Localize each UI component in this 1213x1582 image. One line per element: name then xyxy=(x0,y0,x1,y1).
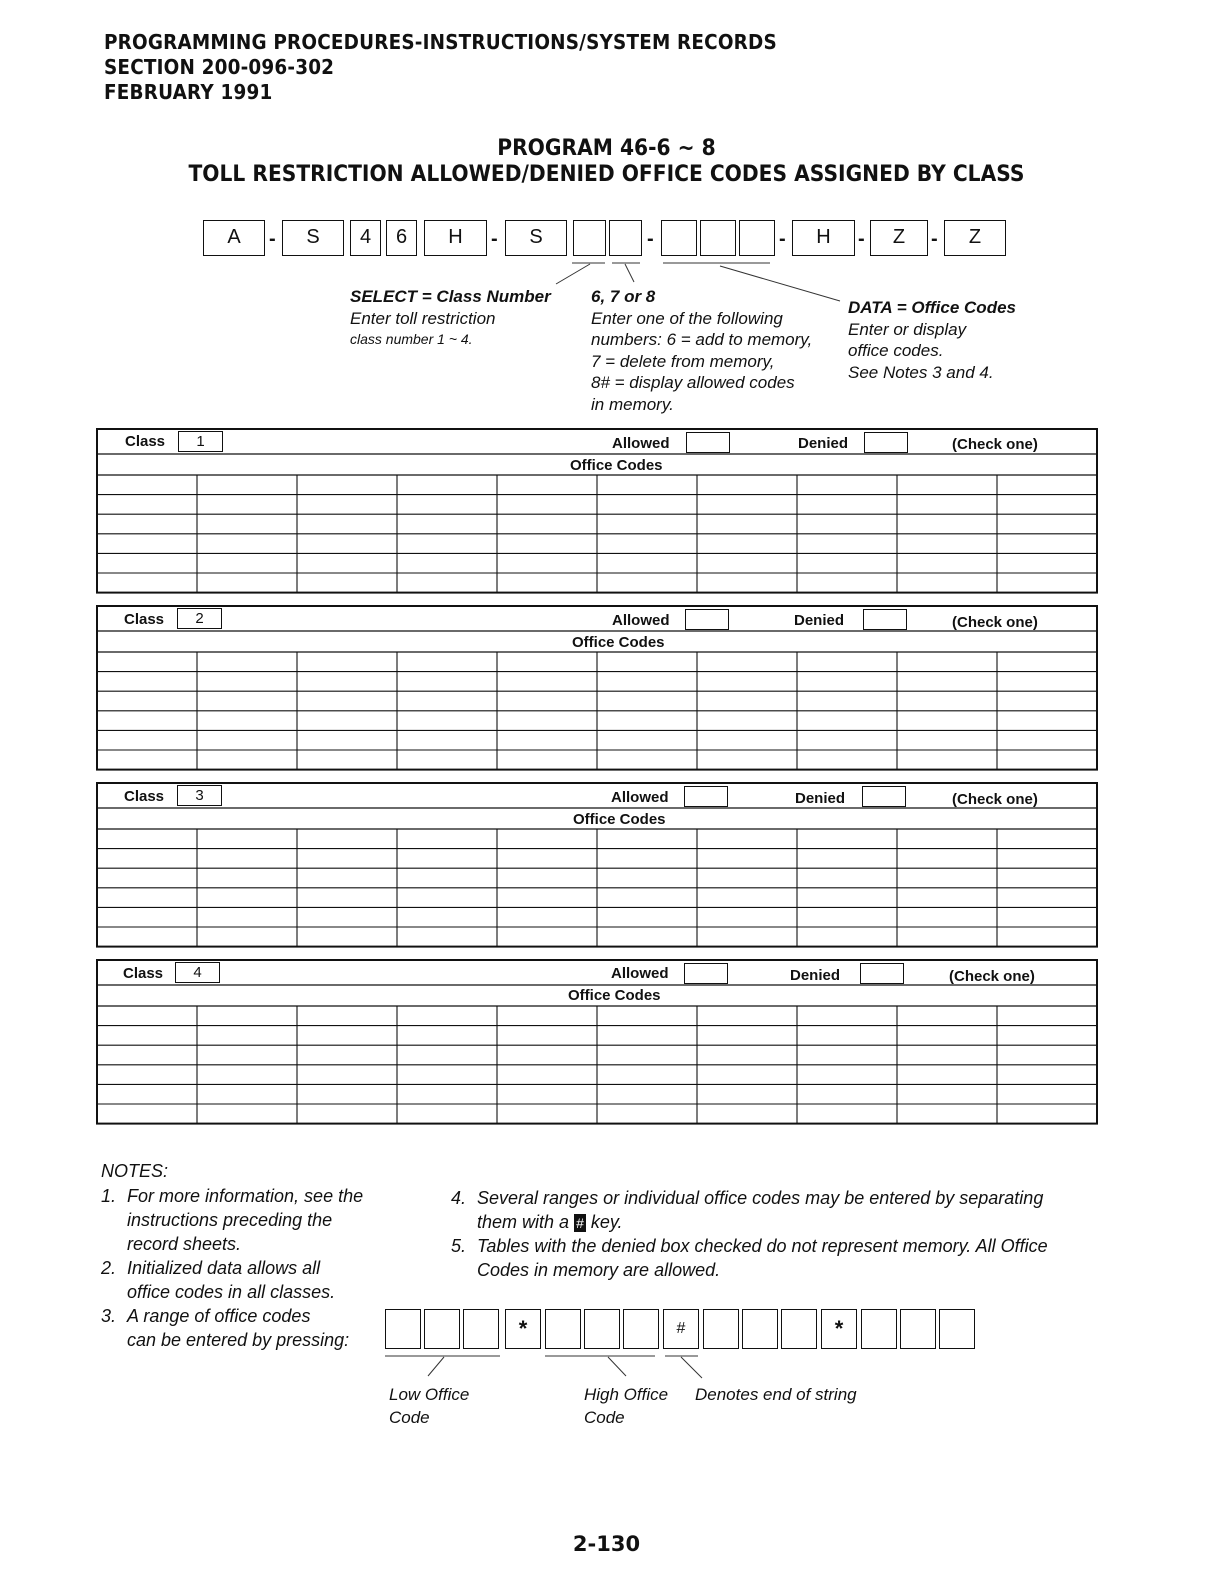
class-label: Class xyxy=(125,433,166,450)
key-box: H xyxy=(792,220,855,256)
range-key-box: # xyxy=(663,1309,699,1349)
note-5-line-2: Codes in memory are allowed. xyxy=(477,1260,721,1280)
low-office-code-label xyxy=(389,1383,469,1429)
office-codes-header: Office Codes xyxy=(568,987,661,1004)
class-label: Class xyxy=(123,965,164,982)
high-office-code-label xyxy=(584,1383,668,1429)
range-key-box xyxy=(861,1309,897,1349)
note-4-line-2 xyxy=(477,1210,623,1234)
range-key-box xyxy=(900,1309,936,1349)
note-2-line-2: office codes in all classes. xyxy=(127,1282,336,1302)
range-key-box xyxy=(703,1309,739,1349)
range-key-box xyxy=(584,1309,620,1349)
class-number-box: 3 xyxy=(177,785,222,806)
note-3-number: 3. xyxy=(101,1306,117,1326)
check-one-label: (Check one) xyxy=(952,791,1038,808)
page-number: 2-130 xyxy=(572,1532,641,1556)
key-box: H xyxy=(424,220,487,256)
header-line-3: FEBRUARY 1991 xyxy=(104,80,273,104)
function-line-3: 7 = delete from memory, xyxy=(591,351,775,371)
function-line-5: in memory. xyxy=(591,394,674,414)
key-box: Z xyxy=(944,220,1006,256)
check-one-label: (Check one) xyxy=(952,436,1038,453)
key-box: 4 xyxy=(350,220,381,256)
range-key-box xyxy=(623,1309,659,1349)
key-box: S xyxy=(282,220,344,256)
header-line-1: PROGRAMMING PROCEDURES-INSTRUCTIONS/SYSTEM RECORDS xyxy=(104,30,777,54)
note-4-line-2-start: them with a xyxy=(477,1212,570,1232)
class-number-box: 4 xyxy=(175,962,220,983)
note-1-number: 1. xyxy=(101,1186,117,1206)
note-3-line-1: A range of office codes xyxy=(127,1306,311,1326)
allowed-label: Allowed xyxy=(611,789,669,806)
class-label: Class xyxy=(124,788,165,805)
note-4-line-2-end: key. xyxy=(590,1212,623,1232)
office-codes-header: Office Codes xyxy=(573,811,666,828)
class-label: Class xyxy=(124,611,165,628)
range-key-box xyxy=(463,1309,499,1349)
high-office-line-2: Code xyxy=(584,1408,625,1427)
denied-label: Denied xyxy=(795,790,846,807)
note-3-line-2: can be entered by pressing: xyxy=(127,1330,350,1350)
low-office-line-2: Code xyxy=(389,1408,430,1427)
data-line-1: Enter or display xyxy=(848,319,967,339)
key-dash: - xyxy=(269,228,276,250)
range-key-box: * xyxy=(505,1309,541,1349)
note-4-line-1: Several ranges or individual office codes may be entered by separating xyxy=(477,1188,1044,1208)
hash-key-icon: # xyxy=(576,1215,584,1231)
key-dash: - xyxy=(779,228,786,250)
allowed-label: Allowed xyxy=(612,612,670,629)
note-1-line-1: For more information, see the xyxy=(127,1186,364,1206)
range-key-box xyxy=(424,1309,460,1349)
key-dash: - xyxy=(647,228,654,250)
class-number-box: 2 xyxy=(177,608,222,629)
function-line-4: 8# = display allowed codes xyxy=(591,373,795,392)
data-line-2: office codes. xyxy=(848,341,944,360)
class-number-box: 1 xyxy=(178,431,223,452)
range-key-box xyxy=(385,1309,421,1349)
key-dash: - xyxy=(491,228,498,250)
header-line-2: SECTION 200-096-302 xyxy=(104,55,335,79)
select-line-1: Enter toll restriction xyxy=(350,308,496,328)
allowed-label: Allowed xyxy=(611,965,669,982)
range-key-box xyxy=(781,1309,817,1349)
select-line-2: class number 1 ~ 4. xyxy=(350,331,473,347)
note-2-number: 2. xyxy=(101,1258,117,1278)
range-key-box xyxy=(545,1309,581,1349)
key-box: 6 xyxy=(386,220,417,256)
function-line-1: Enter one of the following xyxy=(591,308,783,328)
note-4-number: 4. xyxy=(451,1188,467,1208)
denied-label: Denied xyxy=(798,435,849,452)
check-one-label: (Check one) xyxy=(952,614,1038,631)
notes-heading: NOTES: xyxy=(101,1161,169,1181)
select-title: SELECT = Class Number xyxy=(350,287,551,306)
key-dash: - xyxy=(858,228,865,250)
note-2-line-1: Initialized data allows all xyxy=(127,1258,321,1278)
denied-label: Denied xyxy=(794,612,845,629)
key-box: S xyxy=(505,220,567,256)
program-title: PROGRAM 46-6 ~ 8 xyxy=(497,136,716,161)
key-box: Z xyxy=(870,220,928,256)
note-1-line-2: instructions preceding the xyxy=(127,1210,333,1230)
office-codes-header: Office Codes xyxy=(572,634,665,651)
end-of-string-label: Denotes end of string xyxy=(695,1385,857,1404)
note-5-number: 5. xyxy=(451,1236,467,1256)
allowed-label: Allowed xyxy=(612,435,670,452)
key-box: A xyxy=(203,220,265,256)
low-office-line-1: Low Office xyxy=(389,1385,470,1404)
note-1-line-3: record sheets. xyxy=(127,1234,242,1254)
function-title: 6, 7 or 8 xyxy=(591,287,656,306)
data-line-3: See Notes 3 and 4. xyxy=(848,362,994,382)
range-key-box xyxy=(742,1309,778,1349)
function-line-2: numbers: 6 = add to memory, xyxy=(591,330,813,349)
denied-label: Denied xyxy=(790,967,841,984)
data-title: DATA = Office Codes xyxy=(848,298,1016,317)
program-subtitle: TOLL RESTRICTION ALLOWED/DENIED OFFICE CODES ASSIGNED BY CLASS xyxy=(188,162,1025,187)
range-key-box: * xyxy=(821,1309,857,1349)
office-codes-header: Office Codes xyxy=(570,457,663,474)
check-one-label: (Check one) xyxy=(949,968,1035,985)
note-5-line-1: Tables with the denied box checked do not represent memory. All Office xyxy=(477,1236,1048,1256)
high-office-line-1: High Office xyxy=(584,1385,669,1404)
range-key-box xyxy=(939,1309,975,1349)
key-dash: - xyxy=(931,228,938,250)
